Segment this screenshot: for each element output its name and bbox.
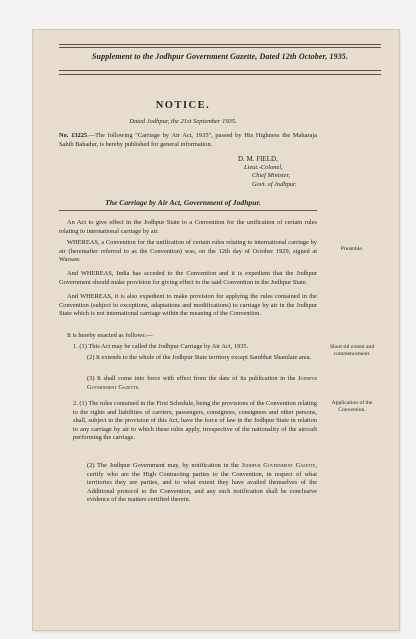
notice-title: NOTICE.: [155, 100, 211, 111]
preamble-whereas-2: And WHEREAS, India has acceded to the Convention and it is expedient that the Jodhpur Government should make provision for giving effect to the said Convention in the Jodhpur State.: [59, 270, 317, 286]
gazette-name: Jodhpur Government Gazette.: [87, 375, 317, 391]
notice-number: No. 13225: [59, 132, 88, 139]
section-1-3: [87, 375, 317, 392]
act-title: The Carriage by Air Act, Government of Jodhpur.: [105, 198, 261, 207]
signatory-rank: Lieut.-Colonel,: [244, 163, 283, 171]
preamble-whereas-1: WHEREAS, a Convention for the unification of certain rules relating to international carriage by air (hereinafter referred to as the Convention) was, on the 12th day of October 1929, signed at Warsaw.: [59, 239, 317, 264]
act-intro: An Act to give effect in the Jodhpur State to a Convention for the unification of certain rules relating to international carriage by air.: [59, 219, 317, 235]
notice-date: Dated Jodhpur, the 21st September 1935.: [129, 118, 237, 125]
gazette-page: [33, 30, 399, 630]
section-2-2-text-b: , certify who are the High Contracting parties to the Convention, in respect of what territories they are parties, and to what extent they have availed themselves of the Additional protocol to the Convention, and any such notification shall be conclusive evidence of the matters certified therein.: [87, 462, 318, 504]
section-1-3-text: (3) It shall come into force with effect from the date of its publication in the: [87, 375, 299, 382]
signatory-title: Chief Minister,: [252, 172, 290, 180]
header-rule-bottom: [59, 70, 381, 71]
notice-text: .—The following "Carriage by Air Act, 1935", passed by His Highness the Maharaja Sahib Bahadur, is hereby published for general information.: [59, 132, 317, 148]
section-2-1: 2. (1) The rules contained in the First Schedule, being the provisions of the Convention relating to the rights and liabilities of carriers, passengers, consignors, consignees and other persons, shall, subject to the provision of this Act, have the force of law in the Jodhpur State in relation to any carriage by air to which these rules apply, irrespective of the nationality of the aircraft performing the carriage.: [73, 400, 317, 442]
act-title-rule: [59, 210, 317, 211]
notice-body: [59, 132, 317, 149]
section-1-1: 1. (1) This Act may be called the Jodhpur Carriage by Air Act, 1935.: [73, 343, 249, 350]
gazette-name-2: Jodhpur Government Gazette: [241, 462, 316, 469]
margin-note-preamble: Preamble.: [340, 246, 364, 252]
section-1-2: (2) It extends to the whole of the Jodhpur State territory except Sambhat Shamlate area.: [87, 354, 312, 361]
header-rule-bottom-inner: [59, 74, 381, 75]
preamble-whereas-3: And WHEREAS, it is also expedient to make provision for applying the rules contained in the Convention (subject to exceptions, adaptations and modifications) to carriage by air in the Jodhpur State which is not international carriage within the meaning of the Convention.: [59, 293, 317, 318]
header-rule-top: [59, 44, 381, 45]
signatory-govt: Govt. of Jodhpur.: [252, 180, 297, 188]
section-2-2-text-a: (2) The Jodhpur Government may, by notification in the: [87, 462, 242, 469]
gazette-header: Supplement to the Jodhpur Government Gazette, Dated 12th October, 1935.: [92, 52, 348, 61]
section-2-2: [87, 462, 317, 505]
enacting-clause: It is hereby enacted as follows:—: [67, 332, 153, 339]
header-rule-top-inner: [59, 47, 381, 48]
signatory-name: D. M. FIELD,: [238, 155, 278, 163]
margin-note-application: Application of the Convention.: [331, 400, 373, 413]
margin-note-short-title: Short titl extent and commencement.: [329, 344, 375, 357]
signature-block: [238, 155, 296, 189]
